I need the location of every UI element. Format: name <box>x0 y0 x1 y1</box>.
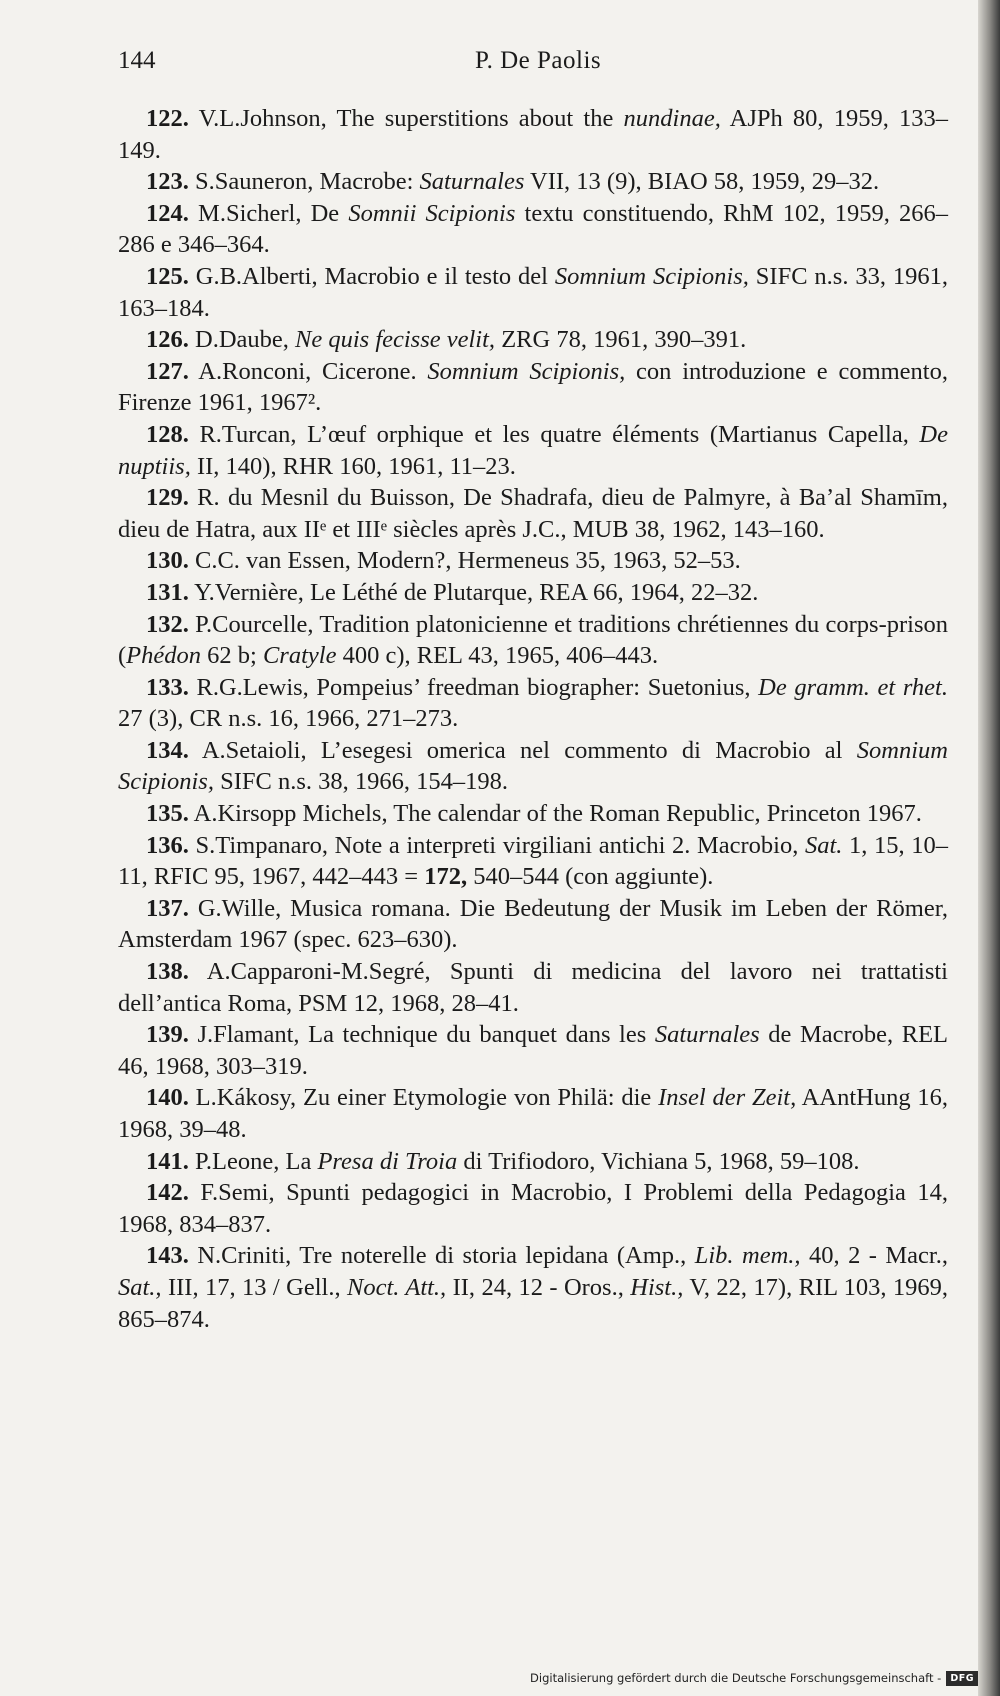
entry-text: S.Sauneron, Macrobe: <box>188 168 420 196</box>
entry-text: R.Turcan, L’œuf orphique et les quatre éléments (Martianus Capella, <box>188 420 920 448</box>
entry-text: de Macrobe, REL 46, 1968, 303–319. <box>118 1021 948 1080</box>
entry-text: di Trifiodoro, Vichiana 5, 1968, 59–108. <box>457 1147 860 1175</box>
entry-italic-text: Lib. mem., <box>694 1242 801 1270</box>
entry-text: 400 c), REL 43, 1965, 406–443. <box>336 642 659 670</box>
entry-text: F.Semi, Spunti pedagogici in Macrobio, I Problemi della Pedagogia 14, 1968, 834–837. <box>118 1179 948 1238</box>
entry-text: AJPh 80, 1959, 133–149. <box>118 105 948 164</box>
digitization-footer <box>530 1668 978 1688</box>
entry-text: J.Flamant, La technique du banquet dans les <box>188 1021 655 1049</box>
entry-text: N.Criniti, Tre noterelle di storia lepidana (Amp., <box>188 1242 695 1270</box>
entry-italic-text: Presa di Troia <box>317 1147 458 1175</box>
bibliography-entry <box>118 735 948 798</box>
entry-italic-text: Somnium Scipionis, <box>427 357 626 385</box>
entry-number: 138. <box>146 958 189 986</box>
entry-number: 127. <box>146 357 189 385</box>
entry-italic-text: Noct. Att., <box>346 1273 447 1301</box>
entry-text: 540–544 (con aggiunte). <box>467 863 714 891</box>
entry-text: 1, 15, 10–11, RFIC 95, 1967, 442–443 = <box>118 831 948 891</box>
running-header <box>118 47 935 83</box>
bibliography-entry <box>118 1019 948 1082</box>
entry-italic-text: Phédon <box>126 642 202 670</box>
entry-text: V, 22, 17), RIL 103, 1969, 865–874. <box>118 1273 948 1333</box>
entry-text: II, 140), RHR 160, 1961, 11–23. <box>190 452 516 480</box>
bibliography-entry <box>118 577 948 609</box>
entry-number: 137. <box>146 894 189 922</box>
footer-credit: Digitalisierung gefördert durch die Deutsche Forschungsgemeinschaft - <box>530 1671 942 1685</box>
entry-text: VII, 13 (9), BIAO 58, 1959, 29–32. <box>524 168 880 196</box>
entry-text: S.Timpanaro, Note a interpreti virgiliani antichi 2. Macrobio, <box>188 831 805 859</box>
entry-italic-text: Cratyle <box>262 642 337 670</box>
entry-number: 129. <box>146 484 189 512</box>
entry-number: 134. <box>146 736 189 764</box>
entry-text: M.Sicherl, De <box>188 199 349 227</box>
entry-text: AAntHung 16, 1968, 39–48. <box>118 1084 948 1143</box>
entry-italic-text: Sat., <box>118 1273 162 1301</box>
entry-number: 124. <box>146 199 189 227</box>
bibliography-entry <box>118 545 948 577</box>
entry-text: G.Wille, Musica romana. Die Bedeutung der Musik im Leben der Römer, Amsterdam 1967 (spec. 623–630). <box>118 894 948 954</box>
bibliography-entry <box>118 482 948 545</box>
bibliography-entry <box>118 1082 948 1145</box>
bibliography-entry <box>118 956 948 1019</box>
entry-text: II, 24, 12 - Oros., <box>446 1273 631 1301</box>
entry-number: 131. <box>146 578 189 606</box>
running-title: P. De Paolis <box>475 47 602 74</box>
bibliography-entry <box>118 419 948 482</box>
bibliography-entry <box>118 1177 948 1240</box>
entry-text: A.Capparoni-M.Segré, Spunti di medicina del lavoro nei trattatisti dell’antica Roma, PSM 12, 1968, 28–41. <box>118 958 948 1017</box>
entry-text: SIFC n.s. 38, 1966, 154–198. <box>213 768 509 796</box>
entry-number: 122. <box>146 105 189 132</box>
entry-text: Y.Vernière, Le Léthé de Plutarque, REA 66, 1964, 22–32. <box>188 578 759 606</box>
entry-text: P.Leone, La <box>188 1147 318 1175</box>
bibliography-entry <box>118 324 948 356</box>
entry-text: C.C. van Essen, Modern?, Hermeneus 35, 1963, 52–53. <box>188 547 741 575</box>
bibliography-entry <box>118 166 948 198</box>
entry-text: V.L.Johnson, The superstitions about the <box>188 105 624 132</box>
entry-italic-text: nundinae, <box>623 105 721 132</box>
entry-number: 140. <box>146 1084 189 1112</box>
entry-text: SIFC n.s. 33, 1961, 163–184. <box>118 262 948 322</box>
entry-number: 132. <box>146 610 189 638</box>
entry-italic-text: Sat. <box>804 831 843 859</box>
entry-italic-text: Somnii Scipionis <box>348 199 516 227</box>
entry-text: 172, <box>424 863 468 891</box>
entry-number: 142. <box>146 1179 189 1207</box>
entry-italic-text: Saturnales <box>419 168 525 196</box>
entry-number: 130. <box>146 547 189 575</box>
entry-text: ZRG 78, 1961, 390–391. <box>495 326 747 354</box>
bibliography-entry <box>118 893 948 956</box>
entry-italic-text: De nuptiis, <box>118 420 948 480</box>
bibliography-entry <box>118 103 948 166</box>
entry-text: 62 b; <box>201 642 263 670</box>
entry-italic-text: De gramm. et rhet. <box>758 673 948 701</box>
entry-italic-text: Hist., <box>630 1273 684 1301</box>
bibliography-entry <box>118 609 948 672</box>
entry-number: 143. <box>146 1242 189 1270</box>
entry-text: III, 17, 13 / Gell., <box>161 1273 347 1301</box>
bibliography-entry <box>118 198 948 261</box>
page-edge-shadow <box>978 0 1000 1696</box>
entry-text: D.Daube, <box>188 326 296 354</box>
entry-text: A.Kirsopp Michels, The calendar of the Roman Republic, Princeton 1967. <box>188 800 922 828</box>
entry-number: 135. <box>146 800 189 828</box>
entry-number: 139. <box>146 1021 189 1049</box>
entry-text: A.Setaioli, L’esegesi omerica nel commento di Macrobio al <box>188 736 857 764</box>
bibliography-entry <box>118 672 948 735</box>
entry-italic-text: Somnium Scipionis, <box>554 262 749 290</box>
entry-number: 133. <box>146 673 189 701</box>
entry-text: 40, 2 - Macr., <box>800 1242 948 1270</box>
entry-text: P.Courcelle, Tradition platonicienne et traditions chrétiennes du corps-prison ( <box>118 610 948 670</box>
entry-number: 125. <box>146 262 189 290</box>
bibliography-list <box>118 103 948 1335</box>
entry-italic-text: Ne quis fecisse velit, <box>295 326 496 354</box>
entry-text: con introduzione e commento, Firenze 1961, 1967². <box>118 357 948 417</box>
bibliography-entry <box>118 1240 948 1335</box>
entry-text: 27 (3), CR n.s. 16, 1966, 271–273. <box>118 705 459 733</box>
entry-number: 123. <box>146 168 189 196</box>
entry-number: 126. <box>146 326 189 354</box>
entry-text: R.G.Lewis, Pompeius’ freedman biographer: Suetonius, <box>188 673 759 701</box>
bibliography-entry <box>118 261 948 324</box>
bibliography-entry <box>118 798 948 830</box>
entry-text: A.Ronconi, Cicerone. <box>188 357 428 385</box>
entry-number: 136. <box>146 831 189 859</box>
page-number: 144 <box>118 47 156 74</box>
entry-number: 141. <box>146 1147 189 1175</box>
entry-text: textu constituendo, RhM 102, 1959, 266–286 e 346–364. <box>118 199 949 259</box>
entry-text: L.Kákosy, Zu einer Etymologie von Philä: die <box>188 1084 659 1112</box>
entry-text: R. du Mesnil du Buisson, De Shadrafa, dieu de Palmyre, à Ba’al Shamīm, dieu de Hatra, aux IIᵉ et IIIᵉ siècles après J.C., MUB 38, 1962, 143–160. <box>118 484 948 543</box>
bibliography-entry <box>118 1146 948 1178</box>
entry-italic-text: Saturnales <box>654 1021 760 1049</box>
entry-text: G.B.Alberti, Macrobio e il testo del <box>188 262 555 290</box>
entry-italic-text: Insel der Zeit, <box>658 1084 797 1112</box>
entry-number: 128. <box>146 420 189 448</box>
bibliography-entry <box>118 830 948 893</box>
dfg-logo: DFG <box>946 1671 978 1686</box>
entry-italic-text: Somnium Scipionis, <box>118 736 948 796</box>
bibliography-entry <box>118 356 948 419</box>
